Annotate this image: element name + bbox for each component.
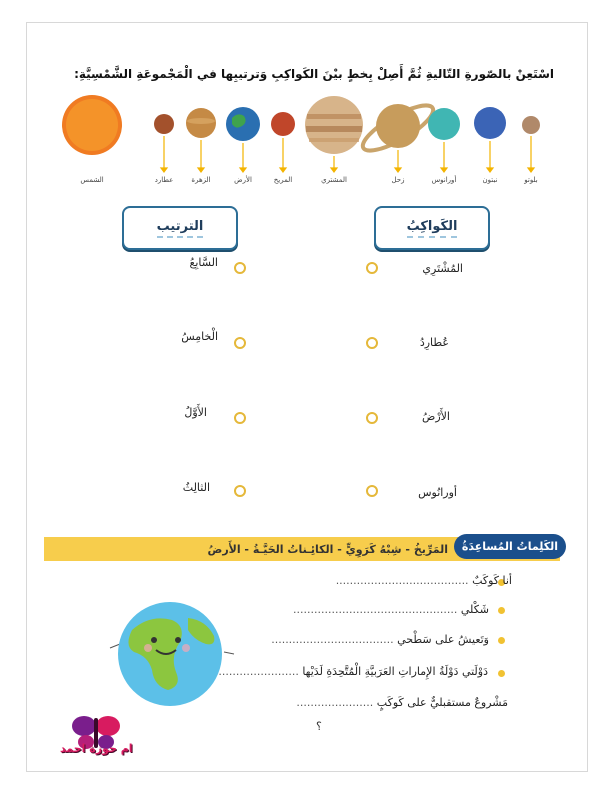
label-earth: الأرض: [234, 176, 252, 184]
saturn-icon: [376, 104, 420, 148]
word-bank-title: الكَلِماتُ المُساعِدَةُ: [454, 534, 566, 559]
jupiter-icon: [305, 96, 363, 154]
planet-word-4: أورانُوس: [418, 486, 457, 499]
pluto-icon: [522, 116, 540, 134]
word-bank-bar: [44, 537, 560, 561]
word-bank-words: المَرِّيخُ - شِبْهُ كَرَوِيٍّ - الكائِـناتُ الحَيَّـةُ - الأَرضُ: [207, 543, 448, 556]
answer-blank-5[interactable]: ......................: [296, 696, 374, 709]
answer-blank-2[interactable]: ...............................................: [293, 603, 458, 616]
planet-connector-dot-2[interactable]: [366, 337, 378, 349]
planet-word-3: الأَرْضُ: [422, 410, 450, 423]
neptune-icon: [474, 107, 506, 139]
header-order: الترتيب: [122, 206, 238, 250]
sentence-5: مَشْروعٌ مستقبليٌّ على كَوكَبٍ ......................: [296, 696, 508, 709]
answer-blank-3[interactable]: ...................................: [271, 633, 394, 646]
planet-connector-dot-4[interactable]: [366, 485, 378, 497]
earth-character-illustration: [102, 600, 242, 710]
planet-word-2: عُطارِدُ: [419, 336, 449, 349]
order-connector-dot-4[interactable]: [234, 485, 246, 497]
label-mars: المريخ: [273, 176, 293, 184]
bullet-icon: [498, 637, 505, 644]
order-word-3: الأَوَّلُ: [184, 406, 207, 419]
sentence-4: دَوْلَتي دَوْلَةُ الإِماراتِ العَرَبيَّةِ الْمُتَّحِدَةِ لَدَيْها .......................: [218, 665, 488, 678]
label-pluto: بلوتو: [524, 176, 538, 184]
sentence-3: وَتَعيشُ على سَطْحي ...................................: [271, 633, 489, 646]
label-mercury: عطارد: [154, 176, 174, 184]
uranus-icon: [428, 108, 460, 140]
header-planets: الكَواكِبُ: [374, 206, 490, 250]
planet-word-1: المُشْتَرِي: [422, 262, 463, 275]
label-jupiter: المشتري: [321, 176, 347, 184]
order-word-2: الْخامِسُ: [181, 330, 218, 343]
mars-icon: [271, 112, 295, 136]
label-uranus: أورانوس: [431, 176, 457, 184]
order-word-4: الثالِثُ: [182, 481, 210, 494]
instruction-text: اسْتَعِنْ بالصّورةِ التّاليةِ ثُمَّ أَصِلْ بِخطٍ بيْنَ الكَواكِبِ وَترتيبِها في الْمَجْموعَةِ الشَّمْسِيَّةِ:: [74, 67, 554, 81]
order-connector-dot-2[interactable]: [234, 337, 246, 349]
mercury-icon: [154, 114, 174, 134]
logo-text: ام حوزة احمد: [60, 742, 133, 755]
label-neptune: نبتون: [482, 176, 498, 184]
bullet-icon: [498, 670, 505, 677]
bullet-icon: [498, 607, 505, 614]
order-connector-dot-3[interactable]: [234, 412, 246, 424]
label-sun: الشمس: [80, 176, 104, 184]
order-word-1: السَّابِعُ: [189, 256, 218, 269]
sentence-2: شَكْلي ...............................................: [293, 603, 489, 616]
answer-mark: ؟: [316, 720, 322, 733]
sentence-1: أنا كَوكَبٌ ......................................: [335, 574, 512, 587]
label-venus: الزهرة: [191, 176, 211, 184]
planet-connector-dot-1[interactable]: [366, 262, 378, 274]
planet-connector-dot-3[interactable]: [366, 412, 378, 424]
answer-blank-4[interactable]: .......................: [218, 665, 299, 678]
answer-blank-1[interactable]: ......................................: [335, 574, 469, 587]
order-connector-dot-1[interactable]: [234, 262, 246, 274]
label-saturn: زحل: [391, 176, 405, 184]
